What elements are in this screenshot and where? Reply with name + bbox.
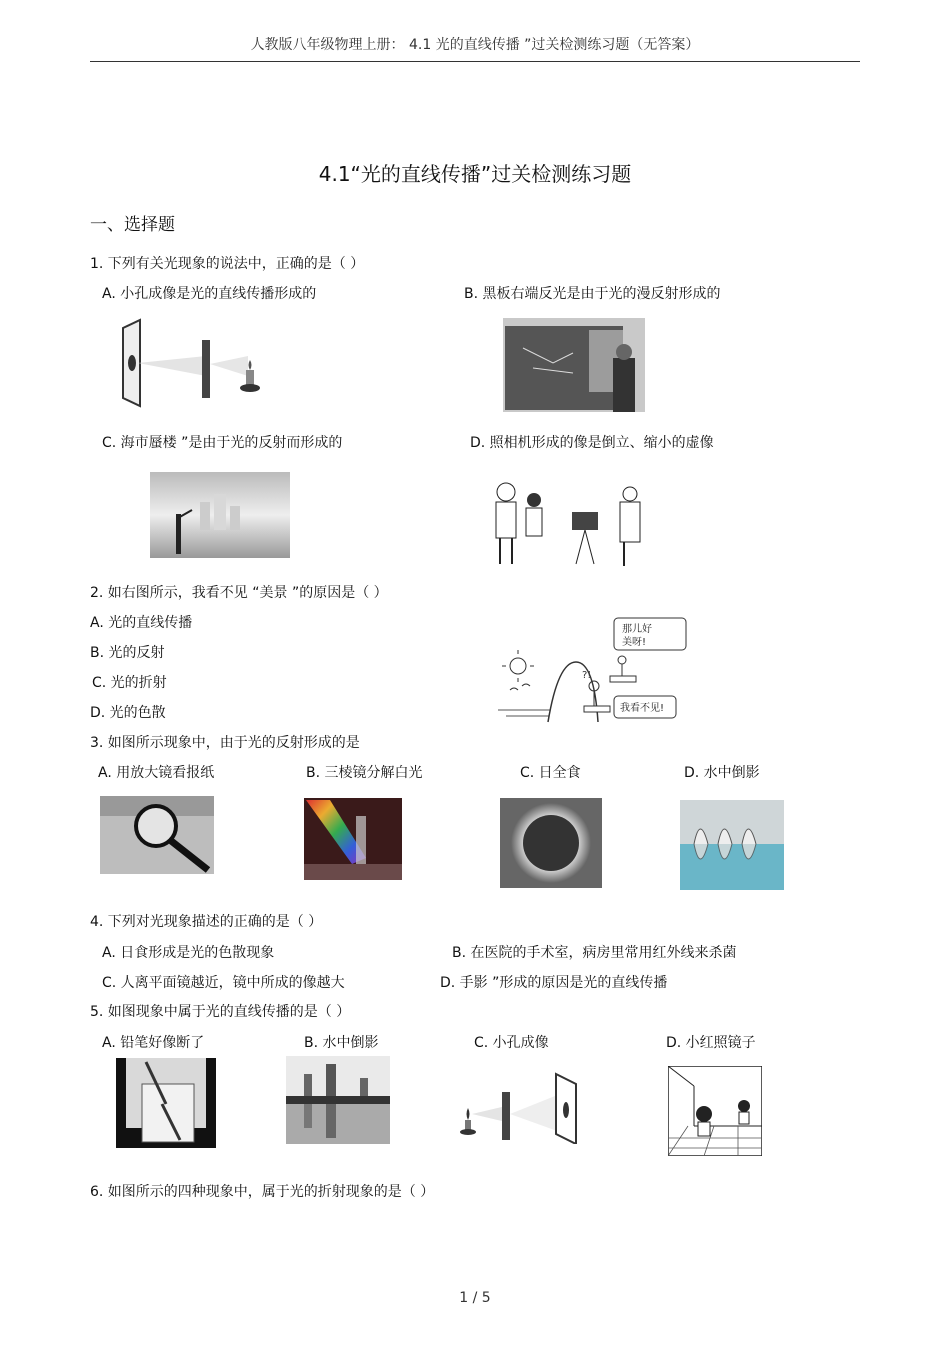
q5-pencil-image: [116, 1058, 216, 1148]
q2-option-a: A. 光的直线传播: [90, 615, 193, 631]
q2-cartoon-image: [496, 614, 696, 724]
q2-option-b: B. 光的反射: [90, 645, 165, 661]
q3-reflection-image: [680, 800, 784, 890]
q2-option-c: C. 光的折射: [92, 675, 167, 691]
q1-blackboard-image: [503, 318, 645, 412]
section-heading: 一、选择题: [90, 215, 175, 235]
q2-bubble1-line1: 那儿好: [622, 624, 652, 635]
q6-stem: 6. 如图所示的四种现象中，属于光的折射现象的是（ ）: [90, 1184, 435, 1200]
q2-stem: 2. 如右图所示，我看不见 “美景 ”的原因是（ ）: [90, 585, 388, 601]
header-rule: [90, 61, 860, 62]
q3-prism-image: [304, 798, 402, 880]
q2-bubble2: 我看不见!: [620, 703, 665, 714]
q2-bubble1-line2: 美呀!: [622, 637, 647, 648]
q3-stem: 3. 如图所示现象中，由于光的反射形成的是: [90, 735, 360, 751]
q1-mirage-image: [150, 472, 290, 558]
q4-option-d: D. 手影 ”形成的原因是光的直线传播: [440, 975, 668, 991]
q1-pinhole-image: [118, 318, 268, 410]
q3-option-b: B. 三棱镜分解白光: [306, 765, 423, 781]
q5-pagoda-image: [286, 1056, 390, 1144]
page-title: 4.1“光的直线传播”过关检测练习题: [318, 162, 632, 186]
q2-option-d: D. 光的色散: [90, 705, 166, 721]
q5-option-c: C. 小孔成像: [474, 1035, 549, 1051]
q4-option-a: A. 日食形成是光的色散现象: [102, 945, 275, 961]
q1-option-c: C. 海市蜃楼 ”是由于光的反射而形成的: [102, 435, 343, 451]
q1-camera-image: [492, 478, 642, 570]
svg-text:?!: ?!: [582, 670, 592, 681]
q1-option-a: A. 小孔成像是光的直线传播形成的: [102, 286, 317, 302]
q4-option-b: B. 在医院的手术室，病房里常用红外线来杀菌: [452, 945, 737, 961]
q1-stem: 1. 下列有关光现象的说法中，正确的是（ ）: [90, 256, 365, 272]
q4-stem: 4. 下列对光现象描述的正确的是（ ）: [90, 914, 323, 930]
q1-option-b: B. 黑板右端反光是由于光的漫反射形成的: [464, 286, 721, 302]
q5-option-d: D. 小红照镜子: [666, 1035, 756, 1051]
q3-option-a: A. 用放大镜看报纸: [98, 765, 215, 781]
q3-eclipse-image: [500, 798, 602, 888]
q3-option-d: D. 水中倒影: [684, 765, 760, 781]
q5-option-a: A. 铅笔好像断了: [102, 1035, 205, 1051]
page-header: 人教版八年级物理上册： 4.1 光的直线传播 ”过关检测练习题（无答案）: [250, 37, 700, 53]
q3-magnifier-image: [100, 796, 214, 874]
q5-pinhole-image: [460, 1070, 580, 1144]
q4-option-c: C. 人离平面镜越近，镜中所成的像越大: [102, 975, 345, 991]
q5-mirror-image: [668, 1066, 762, 1156]
page-number: 1 / 5: [459, 1290, 491, 1306]
q5-option-b: B. 水中倒影: [304, 1035, 379, 1051]
q3-option-c: C. 日全食: [520, 765, 581, 781]
q5-stem: 5. 如图现象中属于光的直线传播的是（ ）: [90, 1004, 351, 1020]
q1-option-d: D. 照相机形成的像是倒立、缩小的虚像: [470, 435, 714, 451]
